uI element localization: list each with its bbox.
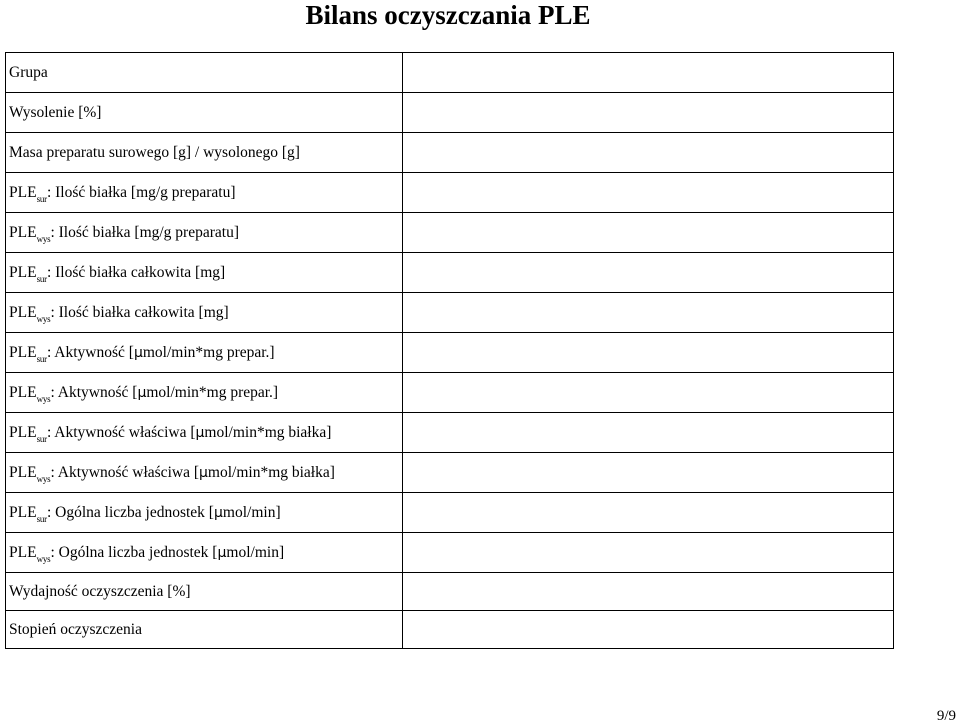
micro-symbol: μ bbox=[217, 544, 227, 561]
ple-prefix: PLE bbox=[9, 463, 37, 481]
value-cell[interactable] bbox=[403, 373, 894, 413]
value-cell[interactable] bbox=[403, 253, 894, 293]
row-label-unit: mol/min] bbox=[222, 503, 281, 521]
ple-subscript: wys bbox=[36, 473, 51, 484]
table-row-ilosc-bialka-sur bbox=[6, 173, 894, 213]
table-row-bialko-calkowite-sur bbox=[6, 253, 894, 293]
row-label bbox=[6, 333, 403, 373]
ple-prefix: PLE bbox=[9, 503, 37, 521]
row-label bbox=[6, 533, 403, 573]
row-label bbox=[6, 611, 403, 649]
row-label-text: Masa preparatu surowego [g] / wysolonego [g] bbox=[9, 143, 300, 161]
table-row-grupa bbox=[6, 53, 894, 93]
table-row-liczba-jednostek-wys bbox=[6, 533, 894, 573]
row-label bbox=[6, 133, 403, 173]
table-row-bialko-calkowite-wys bbox=[6, 293, 894, 333]
row-label bbox=[6, 93, 403, 133]
value-cell[interactable] bbox=[403, 93, 894, 133]
row-label-text: Grupa bbox=[9, 63, 48, 81]
value-cell[interactable] bbox=[403, 213, 894, 253]
value-cell[interactable] bbox=[403, 53, 894, 93]
row-label bbox=[6, 253, 403, 293]
purification-balance-table bbox=[5, 52, 894, 649]
ple-subscript: sur bbox=[36, 193, 47, 204]
ple-prefix: PLE bbox=[9, 263, 37, 281]
page-number: 9/9 bbox=[936, 708, 956, 724]
ple-subscript: wys bbox=[36, 553, 51, 564]
row-label bbox=[6, 53, 403, 93]
row-label-unit: mol/min*mg prepar.] bbox=[142, 343, 275, 361]
value-cell[interactable] bbox=[403, 133, 894, 173]
row-label bbox=[6, 493, 403, 533]
ple-prefix: PLE bbox=[9, 423, 37, 441]
micro-symbol: μ bbox=[133, 344, 143, 361]
micro-symbol: μ bbox=[198, 464, 208, 481]
row-label-unit: mol/min] bbox=[226, 543, 285, 561]
row-label-text: Stopień oczyszczenia bbox=[9, 620, 142, 638]
row-label-text: : Ilość białka całkowita [mg] bbox=[50, 303, 229, 321]
value-cell[interactable] bbox=[403, 573, 894, 611]
row-label-text: : Aktywność [ bbox=[46, 343, 134, 361]
ple-subscript: wys bbox=[36, 233, 51, 244]
micro-symbol: μ bbox=[137, 384, 147, 401]
value-cell[interactable] bbox=[403, 533, 894, 573]
row-label-unit: mol/min*mg białka] bbox=[204, 423, 332, 441]
ple-prefix: PLE bbox=[9, 303, 37, 321]
row-label-text: : Ilość białka całkowita [mg] bbox=[46, 263, 226, 281]
row-label bbox=[6, 373, 403, 413]
row-label-text: : Ilość białka [mg/g preparatu] bbox=[46, 183, 236, 201]
table-row-liczba-jednostek-sur bbox=[6, 493, 894, 533]
ple-prefix: PLE bbox=[9, 383, 37, 401]
row-label bbox=[6, 293, 403, 333]
row-label bbox=[6, 213, 403, 253]
table-row-wysolenie bbox=[6, 93, 894, 133]
value-cell[interactable] bbox=[403, 173, 894, 213]
row-label-unit: mol/min*mg prepar.] bbox=[146, 383, 279, 401]
row-label-unit: mol/min*mg białka] bbox=[207, 463, 335, 481]
row-label-text: Wydajność oczyszczenia [%] bbox=[9, 582, 191, 600]
table-row-stopien bbox=[6, 611, 894, 649]
row-label-text: Wysolenie [%] bbox=[9, 103, 102, 121]
ple-subscript: sur bbox=[36, 433, 47, 444]
table-row-wydajnosc bbox=[6, 573, 894, 611]
page-title: Bilans oczyszczania PLE bbox=[305, 0, 591, 30]
ple-subscript: sur bbox=[36, 513, 47, 524]
value-cell[interactable] bbox=[403, 493, 894, 533]
row-label-text: : Aktywność właściwa [ bbox=[50, 463, 199, 481]
ple-subscript: wys bbox=[36, 313, 51, 324]
ple-prefix: PLE bbox=[9, 343, 37, 361]
ple-subscript: sur bbox=[36, 273, 47, 284]
row-label bbox=[6, 573, 403, 611]
ple-prefix: PLE bbox=[9, 183, 37, 201]
value-cell[interactable] bbox=[403, 453, 894, 493]
row-label bbox=[6, 413, 403, 453]
value-cell[interactable] bbox=[403, 333, 894, 373]
row-label-text: : Ogólna liczba jednostek [ bbox=[46, 503, 214, 521]
value-cell[interactable] bbox=[403, 611, 894, 649]
table-row-aktywnosc-wlasciwa-wys bbox=[6, 453, 894, 493]
row-label-text: : Aktywność właściwa [ bbox=[46, 423, 196, 441]
ple-subscript: wys bbox=[36, 393, 51, 404]
row-label-text: : Ilość białka [mg/g preparatu] bbox=[50, 223, 239, 241]
row-label bbox=[6, 173, 403, 213]
table-row-masa-preparatu bbox=[6, 133, 894, 173]
micro-symbol: μ bbox=[195, 424, 205, 441]
table-row-aktywnosc-wlasciwa-sur bbox=[6, 413, 894, 453]
micro-symbol: μ bbox=[213, 504, 223, 521]
row-label bbox=[6, 453, 403, 493]
table-row-ilosc-bialka-wys bbox=[6, 213, 894, 253]
table-row-aktywnosc-sur bbox=[6, 333, 894, 373]
row-label-text: : Aktywność [ bbox=[50, 383, 138, 401]
table-row-aktywnosc-wys bbox=[6, 373, 894, 413]
ple-prefix: PLE bbox=[9, 543, 37, 561]
row-label-text: : Ogólna liczba jednostek [ bbox=[50, 543, 218, 561]
ple-prefix: PLE bbox=[9, 223, 37, 241]
ple-subscript: sur bbox=[36, 353, 47, 364]
value-cell[interactable] bbox=[403, 413, 894, 453]
value-cell[interactable] bbox=[403, 293, 894, 333]
